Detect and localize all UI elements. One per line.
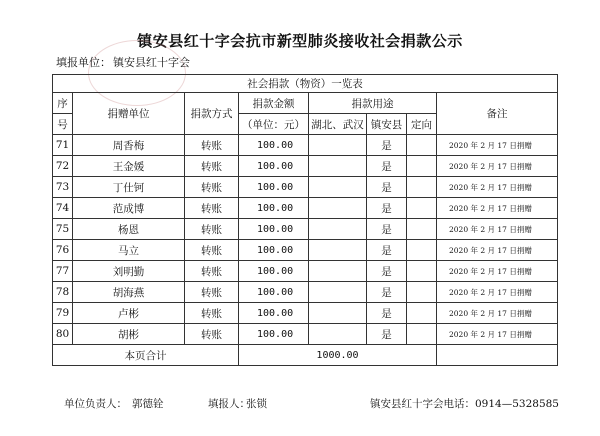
row-donor: 范成博 bbox=[73, 198, 185, 219]
row-number: 80 bbox=[53, 324, 73, 345]
fill-unit-line bbox=[56, 54, 190, 70]
table-row bbox=[53, 324, 558, 345]
row-usage-directed bbox=[407, 135, 437, 156]
table-row bbox=[53, 261, 558, 282]
row-remark: 2020 年 2 月 17 日捐赠 bbox=[437, 261, 558, 282]
row-usage-hubei bbox=[309, 282, 367, 303]
row-usage-zhenan: 是 bbox=[367, 219, 407, 240]
row-method: 转账 bbox=[185, 219, 239, 240]
row-donor: 丁仕钶 bbox=[73, 177, 185, 198]
row-method: 转账 bbox=[185, 135, 239, 156]
row-remark: 2020 年 2 月 17 日捐赠 bbox=[437, 198, 558, 219]
row-usage-directed bbox=[407, 177, 437, 198]
table-row bbox=[53, 219, 558, 240]
row-number: 77 bbox=[53, 261, 73, 282]
header-remark: 备注 bbox=[437, 93, 558, 135]
table-row bbox=[53, 198, 558, 219]
header-usage: 捐款用途 bbox=[309, 93, 437, 114]
row-donor: 杨恩 bbox=[73, 219, 185, 240]
header-no-bottom: 号 bbox=[53, 114, 73, 135]
table-banner: 社会捐款（物资）一览表 bbox=[53, 75, 558, 93]
row-amount: 100.00 bbox=[239, 261, 309, 282]
row-amount: 100.00 bbox=[239, 240, 309, 261]
row-method: 转账 bbox=[185, 198, 239, 219]
row-usage-directed bbox=[407, 261, 437, 282]
row-number: 71 bbox=[53, 135, 73, 156]
row-donor: 胡海燕 bbox=[73, 282, 185, 303]
row-usage-directed bbox=[407, 282, 437, 303]
header-usage-directed: 定向 bbox=[407, 114, 437, 135]
row-donor: 卢彬 bbox=[73, 303, 185, 324]
row-usage-hubei bbox=[309, 324, 367, 345]
table-row bbox=[53, 177, 558, 198]
row-usage-directed bbox=[407, 198, 437, 219]
row-usage-zhenan: 是 bbox=[367, 261, 407, 282]
row-usage-directed bbox=[407, 324, 437, 345]
row-donor: 胡彬 bbox=[73, 324, 185, 345]
row-usage-hubei bbox=[309, 135, 367, 156]
row-remark: 2020 年 2 月 17 日捐赠 bbox=[437, 303, 558, 324]
row-remark: 2020 年 2 月 17 日捐赠 bbox=[437, 240, 558, 261]
row-amount: 100.00 bbox=[239, 156, 309, 177]
row-usage-zhenan: 是 bbox=[367, 303, 407, 324]
row-method: 转账 bbox=[185, 177, 239, 198]
table-row bbox=[53, 156, 558, 177]
leader-name: 郭德铨 bbox=[132, 398, 164, 410]
row-usage-hubei bbox=[309, 240, 367, 261]
row-number: 79 bbox=[53, 303, 73, 324]
donation-table bbox=[52, 74, 558, 366]
row-method: 转账 bbox=[185, 261, 239, 282]
row-method: 转账 bbox=[185, 156, 239, 177]
row-remark: 2020 年 2 月 17 日捐赠 bbox=[437, 219, 558, 240]
filler-name: 张锁 bbox=[246, 398, 267, 410]
row-usage-hubei bbox=[309, 219, 367, 240]
row-amount: 100.00 bbox=[239, 282, 309, 303]
row-amount: 100.00 bbox=[239, 177, 309, 198]
row-usage-hubei bbox=[309, 177, 367, 198]
row-usage-directed bbox=[407, 219, 437, 240]
row-method: 转账 bbox=[185, 324, 239, 345]
header-usage-zhenan: 镇安县 bbox=[367, 114, 407, 135]
row-remark: 2020 年 2 月 17 日捐赠 bbox=[437, 156, 558, 177]
table-row bbox=[53, 240, 558, 261]
row-usage-hubei bbox=[309, 261, 367, 282]
row-donor: 王金媛 bbox=[73, 156, 185, 177]
row-remark: 2020 年 2 月 17 日捐赠 bbox=[437, 177, 558, 198]
row-usage-zhenan: 是 bbox=[367, 177, 407, 198]
total-label: 本页合计 bbox=[53, 345, 239, 366]
leader-label: 单位负责人： bbox=[64, 398, 127, 410]
row-usage-directed bbox=[407, 303, 437, 324]
row-method: 转账 bbox=[185, 240, 239, 261]
table-row bbox=[53, 282, 558, 303]
row-number: 76 bbox=[53, 240, 73, 261]
row-remark: 2020 年 2 月 17 日捐赠 bbox=[437, 135, 558, 156]
total-remark bbox=[437, 345, 558, 366]
header-amount-top: 捐款金额 bbox=[239, 93, 309, 114]
row-number: 73 bbox=[53, 177, 73, 198]
row-method: 转账 bbox=[185, 303, 239, 324]
filler-label: 填报人： bbox=[208, 398, 250, 410]
table-row bbox=[53, 303, 558, 324]
header-no-top: 序 bbox=[53, 93, 73, 114]
row-number: 78 bbox=[53, 282, 73, 303]
total-amount: 1000.00 bbox=[239, 345, 437, 366]
fill-unit-label: 填报单位： bbox=[56, 56, 111, 69]
row-amount: 100.00 bbox=[239, 135, 309, 156]
row-amount: 100.00 bbox=[239, 219, 309, 240]
header-usage-hubei: 湖北、武汉 bbox=[309, 114, 367, 135]
header-amount-bottom: （单位：元） bbox=[239, 114, 309, 135]
row-donor: 刘明勤 bbox=[73, 261, 185, 282]
total-row bbox=[53, 345, 558, 366]
row-usage-zhenan: 是 bbox=[367, 198, 407, 219]
row-usage-zhenan: 是 bbox=[367, 156, 407, 177]
fill-unit-value: 镇安县红十字会 bbox=[113, 56, 190, 69]
row-usage-zhenan: 是 bbox=[367, 282, 407, 303]
row-amount: 100.00 bbox=[239, 324, 309, 345]
row-usage-directed bbox=[407, 240, 437, 261]
page-title: 镇安县红十字会抗市新型肺炎接收社会捐款公示 bbox=[137, 32, 463, 50]
row-method: 转账 bbox=[185, 282, 239, 303]
row-donor: 马立 bbox=[73, 240, 185, 261]
row-usage-hubei bbox=[309, 303, 367, 324]
row-usage-directed bbox=[407, 156, 437, 177]
table-row bbox=[53, 135, 558, 156]
row-amount: 100.00 bbox=[239, 303, 309, 324]
row-usage-zhenan: 是 bbox=[367, 135, 407, 156]
row-number: 74 bbox=[53, 198, 73, 219]
org-phone: 镇安县红十字会电话：0914—5328585 bbox=[370, 398, 559, 410]
row-usage-hubei bbox=[309, 156, 367, 177]
row-usage-hubei bbox=[309, 198, 367, 219]
row-number: 75 bbox=[53, 219, 73, 240]
row-remark: 2020 年 2 月 17 日捐赠 bbox=[437, 282, 558, 303]
header-donor: 捐赠单位 bbox=[73, 93, 185, 135]
row-amount: 100.00 bbox=[239, 198, 309, 219]
row-remark: 2020 年 2 月 17 日捐赠 bbox=[437, 324, 558, 345]
row-number: 72 bbox=[53, 156, 73, 177]
row-donor: 周香梅 bbox=[73, 135, 185, 156]
row-usage-zhenan: 是 bbox=[367, 324, 407, 345]
header-method: 捐款方式 bbox=[185, 93, 239, 135]
row-usage-zhenan: 是 bbox=[367, 240, 407, 261]
